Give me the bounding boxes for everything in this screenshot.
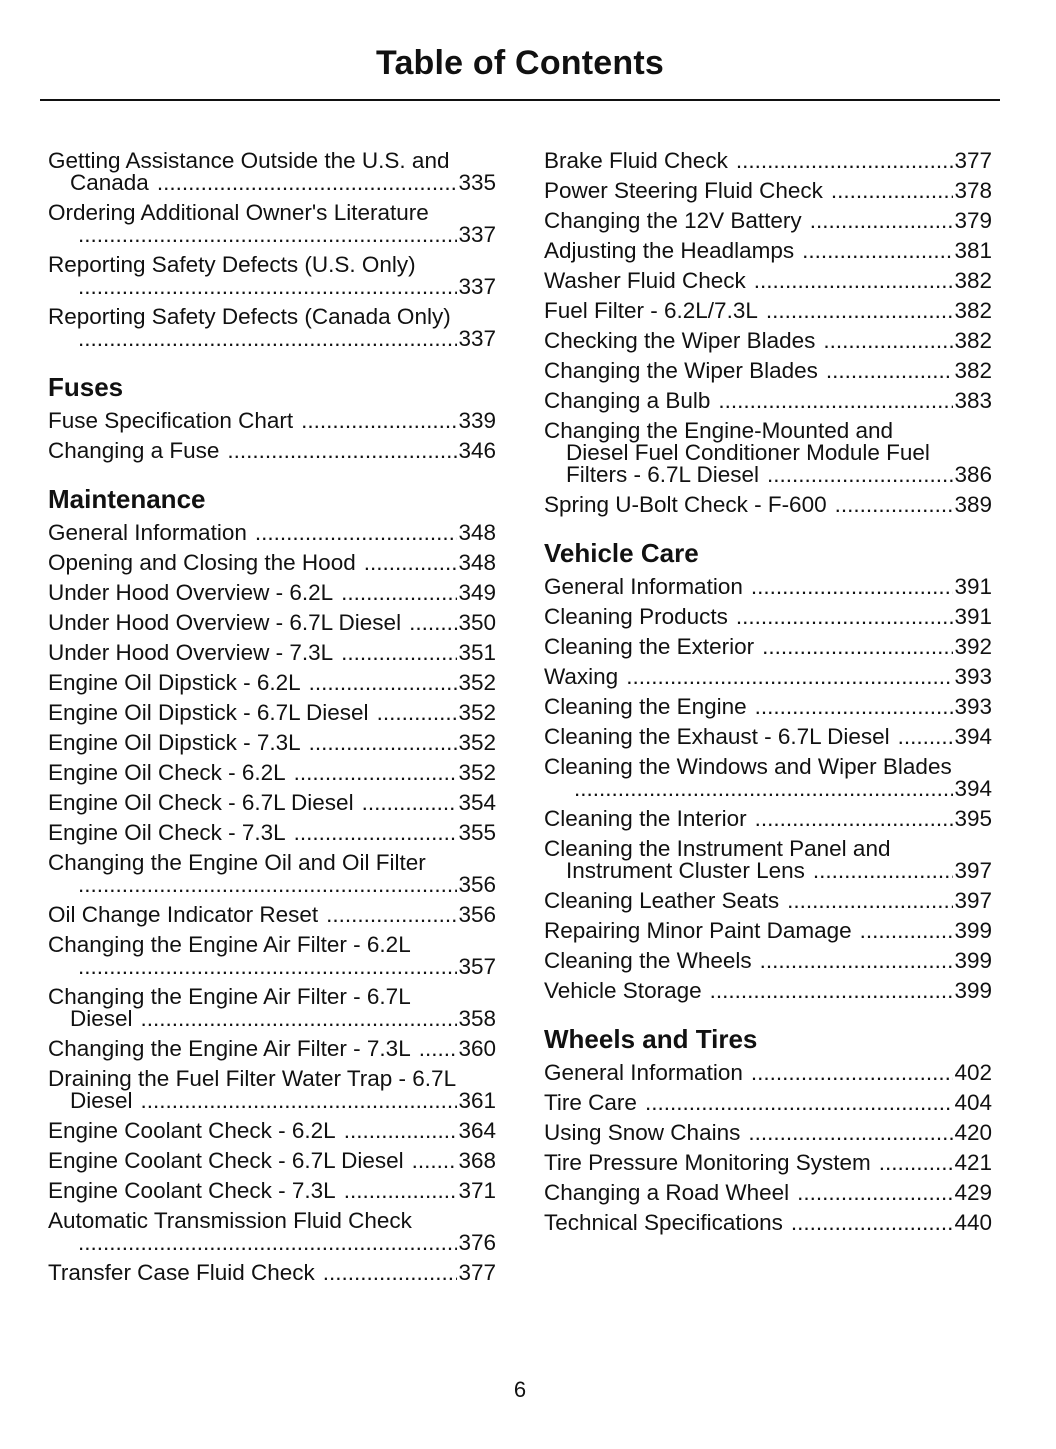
toc-entry-page: 360	[458, 1036, 496, 1061]
toc-entry-title: Cleaning the Exhaust - 6.7L Diesel	[544, 724, 890, 749]
toc-entry-page: 361	[458, 1088, 496, 1113]
toc-entry-title: Changing the Engine Oil and Oil Filter	[48, 850, 426, 875]
toc-entry-title: Fuse Specification Chart	[48, 408, 294, 433]
toc-entry[interactable]	[48, 1116, 496, 1146]
toc-group	[544, 572, 992, 752]
dot-leader	[227, 440, 457, 462]
toc-entry-title: Engine Coolant Check - 6.7L Diesel	[48, 1148, 404, 1173]
dot-leader	[879, 1152, 954, 1174]
toc-entry-page: 394	[954, 724, 992, 749]
toc-entry-title-continued: Diesel Fuel Conditioner Module Fuel	[566, 440, 930, 465]
toc-entry-last-line	[48, 1090, 496, 1112]
toc-entry-page: 377	[954, 148, 992, 173]
left-column	[48, 146, 496, 1288]
toc-entry[interactable]	[48, 1034, 496, 1064]
toc-entry-page: 350	[458, 610, 496, 635]
toc-entry-title: Changing the Engine Air Filter - 6.2L	[48, 932, 411, 957]
toc-entry[interactable]	[48, 1146, 496, 1176]
toc-entry-page: 381	[954, 238, 992, 263]
toc-group	[48, 1206, 496, 1258]
dot-leader	[78, 874, 457, 896]
toc-entry-page: 382	[954, 358, 992, 383]
toc-entry-page: 399	[954, 948, 992, 973]
toc-entry-title: Engine Coolant Check - 6.2L	[48, 1118, 336, 1143]
dot-leader	[294, 822, 458, 844]
toc-entry-title: Cleaning the Instrument Panel and	[544, 836, 891, 861]
dot-leader	[294, 762, 458, 784]
toc-entry-page: 420	[954, 1120, 992, 1145]
dot-leader	[767, 464, 953, 486]
toc-entry-page: 392	[954, 634, 992, 659]
toc-entry[interactable]	[544, 326, 992, 356]
toc-group	[48, 1116, 496, 1206]
toc-entry[interactable]	[48, 1176, 496, 1206]
toc-group	[48, 146, 496, 354]
toc-entry-page: 404	[954, 1090, 992, 1115]
dot-leader	[755, 808, 954, 830]
toc-entry-page: 391	[954, 574, 992, 599]
toc-entry[interactable]	[544, 386, 992, 416]
toc-entry-last-line	[48, 328, 496, 350]
toc-entry-page: 352	[458, 730, 496, 755]
toc-entry-title: Changing the Wiper Blades	[544, 358, 818, 383]
toc-group	[544, 146, 992, 416]
section-heading-fuses: Fuses	[48, 372, 124, 402]
toc-entry-page: 364	[458, 1118, 496, 1143]
toc-entry-page: 397	[954, 888, 992, 913]
toc-entry-title: Waxing	[544, 664, 619, 689]
toc-entry[interactable]	[48, 1206, 496, 1258]
toc-entry[interactable]	[544, 976, 992, 1006]
toc-entry[interactable]	[48, 406, 496, 436]
toc-group	[48, 930, 496, 1034]
toc-entry-title: Changing the Engine Air Filter - 6.7L	[48, 984, 411, 1009]
toc-entry-title: Reporting Safety Defects (U.S. Only)	[48, 252, 416, 277]
toc-entry-title: Cleaning Products	[544, 604, 728, 629]
dot-leader	[760, 950, 954, 972]
toc-entry-page: 382	[954, 328, 992, 353]
toc-entry-page: 399	[954, 978, 992, 1003]
toc-entry-title: Changing the 12V Battery	[544, 208, 802, 233]
toc-entry-page: 352	[458, 700, 496, 725]
toc-entry-page: 339	[458, 408, 496, 433]
toc-entry[interactable]	[544, 416, 992, 490]
dot-leader	[377, 702, 458, 724]
dot-leader	[344, 1180, 458, 1202]
toc-group	[48, 1034, 496, 1064]
dot-leader	[802, 240, 953, 262]
dot-leader	[362, 792, 458, 814]
toc-entry-last-line	[48, 1008, 496, 1030]
toc-entry-title: Engine Oil Dipstick - 6.2L	[48, 670, 301, 695]
toc-entry[interactable]	[544, 206, 992, 236]
dot-leader	[860, 920, 954, 942]
toc-entry-title: Repairing Minor Paint Damage	[544, 918, 852, 943]
toc-group	[544, 752, 992, 804]
toc-entry-title: Tire Care	[544, 1090, 637, 1115]
dot-leader	[736, 606, 954, 628]
dot-leader	[791, 1212, 954, 1234]
toc-entry[interactable]	[544, 1178, 992, 1208]
toc-entry[interactable]	[544, 946, 992, 976]
dot-leader	[78, 276, 457, 298]
toc-entry[interactable]	[48, 848, 496, 900]
dot-leader	[736, 150, 954, 172]
toc-entry-title: Engine Oil Dipstick - 6.7L Diesel	[48, 700, 369, 725]
toc-entry-last-line	[544, 860, 992, 882]
toc-entry-title-end: Canada	[70, 170, 149, 195]
dot-leader	[341, 642, 457, 664]
section-heading-maintenance: Maintenance	[48, 484, 206, 514]
dot-leader	[309, 672, 458, 694]
toc-group	[544, 804, 992, 834]
toc-entry[interactable]	[48, 668, 496, 698]
toc-entry-page: 382	[954, 298, 992, 323]
toc-entry[interactable]	[48, 302, 496, 354]
toc-entry-last-line	[48, 956, 496, 978]
dot-leader	[766, 300, 954, 322]
toc-entry[interactable]	[544, 266, 992, 296]
toc-entry[interactable]	[544, 1118, 992, 1148]
toc-entry[interactable]	[544, 176, 992, 206]
dot-leader	[309, 732, 458, 754]
toc-entry-page: 391	[954, 604, 992, 629]
toc-entry[interactable]	[544, 602, 992, 632]
toc-entry-last-line	[48, 172, 496, 194]
toc-group	[48, 1064, 496, 1116]
toc-entry-title: General Information	[544, 574, 743, 599]
dot-leader	[574, 778, 953, 800]
toc-entry-title: Checking the Wiper Blades	[544, 328, 816, 353]
toc-entry-title: Engine Coolant Check - 7.3L	[48, 1178, 336, 1203]
toc-entry-page: 352	[458, 670, 496, 695]
toc-entry-page: 377	[458, 1260, 496, 1285]
toc-entry-title: Tire Pressure Monitoring System	[544, 1150, 871, 1175]
toc-entry-title: Draining the Fuel Filter Water Trap - 6.7L	[48, 1066, 457, 1091]
toc-entry-page: 356	[458, 902, 496, 927]
toc-entry-title: Vehicle Storage	[544, 978, 702, 1003]
toc-entry-page: 383	[954, 388, 992, 413]
toc-entry[interactable]	[544, 722, 992, 752]
toc-entry-title: Power Steering Fluid Check	[544, 178, 823, 203]
toc-entry[interactable]	[544, 632, 992, 662]
toc-entry-title: Transfer Case Fluid Check	[48, 1260, 315, 1285]
dot-leader	[141, 1090, 458, 1112]
toc-entry-page: 429	[954, 1180, 992, 1205]
toc-group	[48, 406, 496, 466]
toc-entry[interactable]	[544, 146, 992, 176]
toc-entry-title: Washer Fluid Check	[544, 268, 746, 293]
toc-entry[interactable]	[48, 436, 496, 466]
toc-entry[interactable]	[48, 698, 496, 728]
toc-entry-title: Under Hood Overview - 6.7L Diesel	[48, 610, 402, 635]
toc-entry-title-end: Instrument Cluster Lens	[566, 858, 805, 883]
toc-entry-title-end: Diesel	[70, 1088, 133, 1113]
toc-entry[interactable]	[48, 608, 496, 638]
toc-entry-page: 379	[954, 208, 992, 233]
toc-entry[interactable]	[48, 1064, 496, 1116]
dot-leader	[341, 582, 457, 604]
toc-entry[interactable]	[544, 236, 992, 266]
toc-group	[544, 834, 992, 886]
dot-leader	[364, 552, 458, 574]
toc-entry[interactable]	[48, 250, 496, 302]
dot-leader	[748, 1122, 953, 1144]
toc-entry[interactable]	[544, 804, 992, 834]
toc-entry[interactable]	[544, 1208, 992, 1238]
dot-leader	[754, 270, 954, 292]
toc-entry-last-line	[48, 1232, 496, 1254]
toc-entry-title: General Information	[48, 520, 247, 545]
dot-leader	[751, 576, 954, 598]
toc-entry-page: 356	[458, 872, 496, 897]
toc-entry[interactable]	[544, 1148, 992, 1178]
right-column	[544, 146, 992, 1238]
toc-entry-title: Oil Change Indicator Reset	[48, 902, 319, 927]
toc-entry[interactable]	[544, 834, 992, 886]
toc-entry-page: 335	[458, 170, 496, 195]
toc-group	[544, 490, 992, 520]
toc-entry-title: Changing the Engine Air Filter - 7.3L	[48, 1036, 411, 1061]
dot-leader	[751, 1062, 954, 1084]
toc-entry[interactable]	[48, 146, 496, 198]
toc-entry-page: 355	[458, 820, 496, 845]
toc-entry-page: 348	[458, 550, 496, 575]
toc-group	[544, 1058, 992, 1238]
toc-entry[interactable]	[544, 1058, 992, 1088]
toc-entry-title: Fuel Filter - 6.2L/7.3L	[544, 298, 758, 323]
toc-entry-title: Changing a Bulb	[544, 388, 711, 413]
toc-entry-page: 378	[954, 178, 992, 203]
toc-entry-last-line	[48, 224, 496, 246]
dot-leader	[826, 360, 954, 382]
toc-entry[interactable]	[48, 758, 496, 788]
dot-leader	[141, 1008, 458, 1030]
toc-entry-page: 354	[458, 790, 496, 815]
dot-leader	[762, 636, 953, 658]
toc-entry-title: Opening and Closing the Hood	[48, 550, 356, 575]
toc-entry-title: Engine Oil Check - 7.3L	[48, 820, 286, 845]
toc-entry-title: Using Snow Chains	[544, 1120, 741, 1145]
toc-entry-page: 376	[458, 1230, 496, 1255]
page-number: 6	[513, 1377, 527, 1402]
toc-entry-page: 393	[954, 694, 992, 719]
toc-entry-title: General Information	[544, 1060, 743, 1085]
dot-leader	[898, 726, 954, 748]
toc-entry-title: Cleaning the Engine	[544, 694, 747, 719]
toc-entry-last-line	[48, 874, 496, 896]
dot-leader	[813, 860, 954, 882]
toc-entry-page: 421	[954, 1150, 992, 1175]
toc-entry-title: Ordering Additional Owner's Literature	[48, 200, 429, 225]
dot-leader	[78, 328, 457, 350]
toc-group	[48, 1258, 496, 1288]
toc-entry[interactable]	[544, 490, 992, 520]
toc-entry-page: 368	[458, 1148, 496, 1173]
toc-entry-page: 440	[954, 1210, 992, 1235]
dot-leader	[78, 1232, 457, 1254]
toc-entry-page: 346	[458, 438, 496, 463]
toc-entry-title-end: Filters - 6.7L Diesel	[566, 462, 759, 487]
toc-entry-page: 399	[954, 918, 992, 943]
dot-leader	[797, 1182, 953, 1204]
dot-leader	[157, 172, 458, 194]
toc-entry-page: 386	[954, 462, 992, 487]
toc-entry-page: 358	[458, 1006, 496, 1031]
toc-entry-page: 351	[458, 640, 496, 665]
toc-entry-page: 371	[458, 1178, 496, 1203]
dot-leader	[301, 410, 457, 432]
toc-entry[interactable]	[544, 886, 992, 916]
toc-group	[48, 518, 496, 848]
toc-entry-title: Technical Specifications	[544, 1210, 783, 1235]
toc-entry[interactable]	[48, 900, 496, 930]
toc-entry[interactable]	[48, 1258, 496, 1288]
toc-entry-page: 337	[458, 222, 496, 247]
section-heading-vehicle-care: Vehicle Care	[544, 538, 699, 568]
dot-leader	[326, 904, 457, 926]
dot-leader	[710, 980, 954, 1002]
toc-entry[interactable]	[48, 982, 496, 1034]
dot-leader	[835, 494, 954, 516]
toc-entry-title: Getting Assistance Outside the U.S. and	[48, 148, 450, 173]
toc-entry-title: Reporting Safety Defects (Canada Only)	[48, 304, 451, 329]
toc-entry-title: Spring U-Bolt Check - F-600	[544, 492, 827, 517]
page-title: Table of Contents	[376, 44, 664, 82]
toc-entry[interactable]	[48, 818, 496, 848]
dot-leader	[409, 612, 457, 634]
toc-entry-title: Cleaning the Interior	[544, 806, 747, 831]
toc-entry-page: 348	[458, 520, 496, 545]
toc-entry-page: 394	[954, 776, 992, 801]
title-divider	[40, 99, 1000, 101]
toc-entry[interactable]	[544, 356, 992, 386]
toc-entry-page: 337	[458, 274, 496, 299]
toc-entry-title-end: Diesel	[70, 1006, 133, 1031]
toc-entry[interactable]	[544, 296, 992, 326]
toc-entry[interactable]	[48, 548, 496, 578]
section-heading-wheels-and-tires: Wheels and Tires	[544, 1024, 758, 1054]
toc-entry-title: Changing a Fuse	[48, 438, 220, 463]
toc-entry-title: Engine Oil Check - 6.2L	[48, 760, 286, 785]
dot-leader	[78, 956, 457, 978]
toc-entry-title: Changing a Road Wheel	[544, 1180, 790, 1205]
toc-entry-title: Cleaning Leather Seats	[544, 888, 780, 913]
toc-entry-page: 402	[954, 1060, 992, 1085]
dot-leader	[419, 1038, 458, 1060]
toc-entry[interactable]	[48, 578, 496, 608]
toc-entry-title: Cleaning the Exterior	[544, 634, 755, 659]
toc-group	[48, 900, 496, 930]
dot-leader	[626, 666, 953, 688]
toc-entry-page: 397	[954, 858, 992, 883]
toc-entry-last-line	[544, 464, 992, 486]
dot-leader	[831, 180, 954, 202]
toc-entry-title: Changing the Engine-Mounted and	[544, 418, 894, 443]
toc-entry-title: Engine Oil Dipstick - 7.3L	[48, 730, 301, 755]
dot-leader	[787, 890, 953, 912]
toc-entry[interactable]	[48, 788, 496, 818]
dot-leader	[823, 330, 953, 352]
toc-group	[544, 886, 992, 1006]
toc-entry-page: 337	[458, 326, 496, 351]
toc-group	[48, 848, 496, 900]
toc-entry[interactable]	[48, 930, 496, 982]
toc-entry-title: Automatic Transmission Fluid Check	[48, 1208, 412, 1233]
toc-entry-page: 357	[458, 954, 496, 979]
toc-entry[interactable]	[544, 1088, 992, 1118]
dot-leader	[810, 210, 954, 232]
toc-entry-page: 393	[954, 664, 992, 689]
toc-entry[interactable]	[544, 662, 992, 692]
dot-leader	[78, 224, 457, 246]
toc-entry-page: 382	[954, 268, 992, 293]
toc-entry-page: 389	[954, 492, 992, 517]
toc-entry[interactable]	[544, 752, 992, 804]
toc-entry[interactable]	[48, 198, 496, 250]
toc-entry[interactable]	[48, 638, 496, 668]
toc-entry-title: Brake Fluid Check	[544, 148, 728, 173]
dot-leader	[344, 1120, 458, 1142]
toc-entry-title: Cleaning the Wheels	[544, 948, 752, 973]
toc-entry-page: 349	[458, 580, 496, 605]
toc-entry-title: Engine Oil Check - 6.7L Diesel	[48, 790, 354, 815]
toc-entry[interactable]	[48, 728, 496, 758]
toc-entry-last-line	[544, 778, 992, 800]
toc-entry[interactable]	[544, 692, 992, 722]
toc-entry-page: 352	[458, 760, 496, 785]
dot-leader	[412, 1150, 458, 1172]
toc-entry-page: 395	[954, 806, 992, 831]
dot-leader	[645, 1092, 954, 1114]
dot-leader	[718, 390, 953, 412]
toc-entry[interactable]	[544, 916, 992, 946]
toc-entry-title: Under Hood Overview - 7.3L	[48, 640, 334, 665]
toc-entry-title: Under Hood Overview - 6.2L	[48, 580, 334, 605]
toc-entry[interactable]	[48, 518, 496, 548]
dot-leader	[755, 696, 954, 718]
toc-entry[interactable]	[544, 572, 992, 602]
dot-leader	[323, 1262, 458, 1284]
toc-entry-title: Adjusting the Headlamps	[544, 238, 795, 263]
dot-leader	[255, 522, 458, 544]
toc-entry-title: Cleaning the Windows and Wiper Blades	[544, 754, 952, 779]
toc-entry-last-line	[48, 276, 496, 298]
